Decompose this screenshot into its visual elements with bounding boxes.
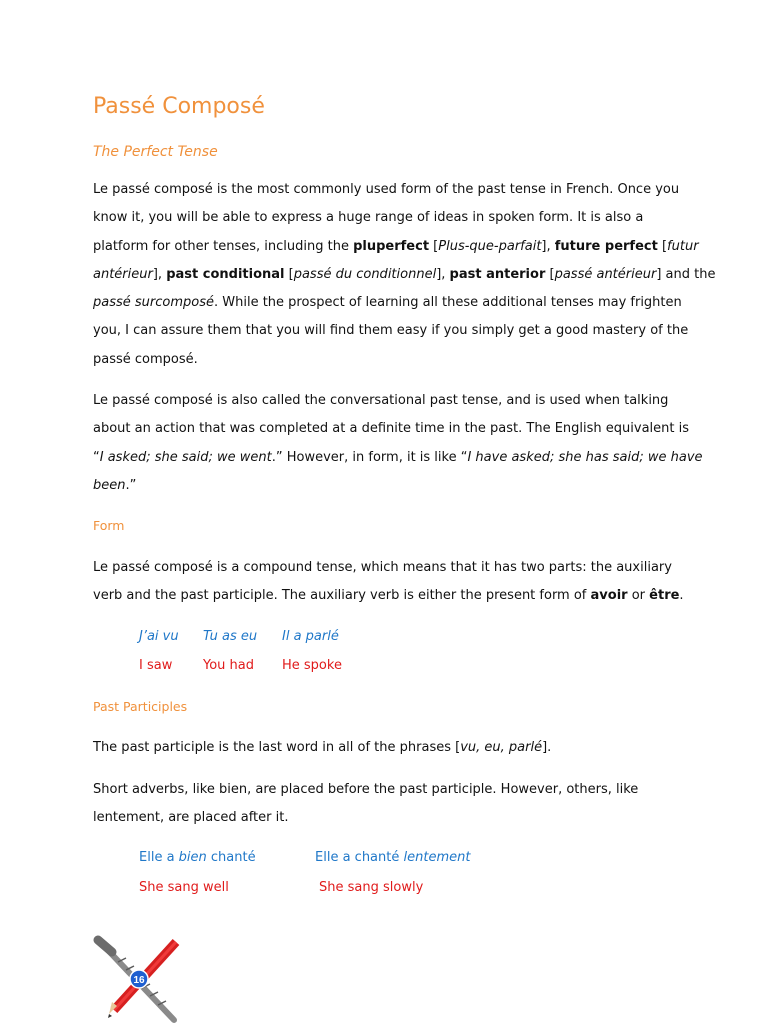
text-line [93, 582, 683, 610]
text-run: The past participle is the last word in all of the phrases [ [93, 740, 461, 755]
text-run: chanté [206, 850, 256, 865]
adverb-paragraph [93, 776, 683, 833]
text-run: or [627, 588, 650, 604]
french-term: passé du conditionnel [293, 266, 437, 282]
section-heading-form: Form [93, 518, 125, 533]
french-term: antérieur [93, 266, 153, 282]
text-run: Elle a [139, 850, 179, 865]
french-term: passé antérieur [554, 266, 657, 282]
english-example: been [93, 477, 126, 493]
text-run: [ [545, 266, 555, 282]
text-run: . [679, 588, 684, 604]
text-line: Le passé composé is the most commonly used form of the past tense in French. Once you [93, 182, 680, 197]
example-english: She sang well [139, 880, 229, 895]
text-line: Le passé composé is also called the conversational past tense, and is used when talking [93, 393, 669, 408]
example-english: You had [203, 658, 254, 673]
text-line [93, 472, 683, 500]
text-run: [ [657, 238, 668, 254]
example-french: Tu as eu [203, 629, 258, 644]
text-line [93, 444, 703, 472]
page-subtitle: The Perfect Tense [93, 144, 218, 160]
example-french [139, 850, 256, 865]
text-run: [ [429, 238, 439, 254]
text-run: ], [152, 266, 167, 282]
participle-paragraph [93, 740, 551, 755]
french-term: Plus-que-parfait [438, 238, 542, 254]
french-term: futur [667, 238, 699, 254]
text-run: platform for other tenses, including the [93, 238, 354, 254]
adverb: lentement [403, 850, 471, 865]
text-line: you, I can assure them that you will find them easy if you simply get a good mastery of the [93, 323, 689, 339]
text-run: .” However, in form, it is like “ [271, 449, 468, 465]
form-paragraph [93, 554, 683, 611]
text-run: [ [284, 266, 294, 282]
text-line: passé composé. [93, 351, 198, 367]
term-etre: être [649, 588, 680, 604]
example-french: J’ai vu [139, 629, 179, 644]
text-run: “ [93, 449, 100, 465]
text-run: ], [436, 266, 450, 282]
example-english: I saw [139, 658, 173, 673]
logo [92, 932, 184, 1024]
text-line [93, 289, 683, 317]
text-run: . While the prospect of learning all these additional tenses may frighten [214, 295, 682, 311]
term-past-anterior: past anterior [449, 266, 546, 282]
text-line: lentement, are placed after it. [93, 810, 289, 826]
french-term: vu, eu, parlé [460, 740, 543, 755]
text-line: know it, you will be able to express a huge range of ideas in spoken form. It is also a [93, 210, 644, 226]
text-run: verb and the past participle. The auxiliary verb is either the present form of [93, 588, 591, 604]
text-run: ], [541, 238, 555, 254]
example-english: She sang slowly [319, 880, 424, 895]
example-french: Il a parlé [282, 629, 339, 644]
text-line [93, 261, 716, 289]
text-line: Short adverbs, like bien, are placed before the past participle. However, others, like [93, 782, 639, 797]
english-example: I have asked; she has said; we have [467, 449, 703, 465]
text-run: Elle a chanté [315, 850, 404, 865]
badge-text: 16 [133, 975, 145, 986]
text-line: about an action that was completed at a definite time in the past. The English equivalent is [93, 421, 689, 437]
page-title: Passé Composé [93, 94, 265, 119]
term-future-perfect: future perfect [554, 238, 658, 254]
term-pluperfect: pluperfect [353, 238, 430, 254]
badge-icon [130, 970, 148, 988]
text-line [93, 233, 699, 261]
text-run: .” [125, 477, 137, 493]
example-french [315, 850, 470, 865]
text-line: Le passé composé is a compound tense, which means that it has two parts: the auxiliary [93, 560, 672, 575]
section-heading-past-participles: Past Participles [93, 699, 188, 714]
conversational-paragraph [93, 387, 703, 500]
french-term: passé surcomposé [93, 295, 214, 311]
example-english: He spoke [282, 658, 342, 673]
text-run: ] and the [656, 266, 716, 282]
term-past-conditional: past conditional [166, 266, 285, 282]
adverb: bien [178, 850, 207, 865]
intro-paragraph [93, 176, 716, 374]
english-example: I asked; she said; we went [99, 449, 272, 465]
text-run: ]. [542, 740, 552, 755]
term-avoir: avoir [590, 588, 628, 604]
